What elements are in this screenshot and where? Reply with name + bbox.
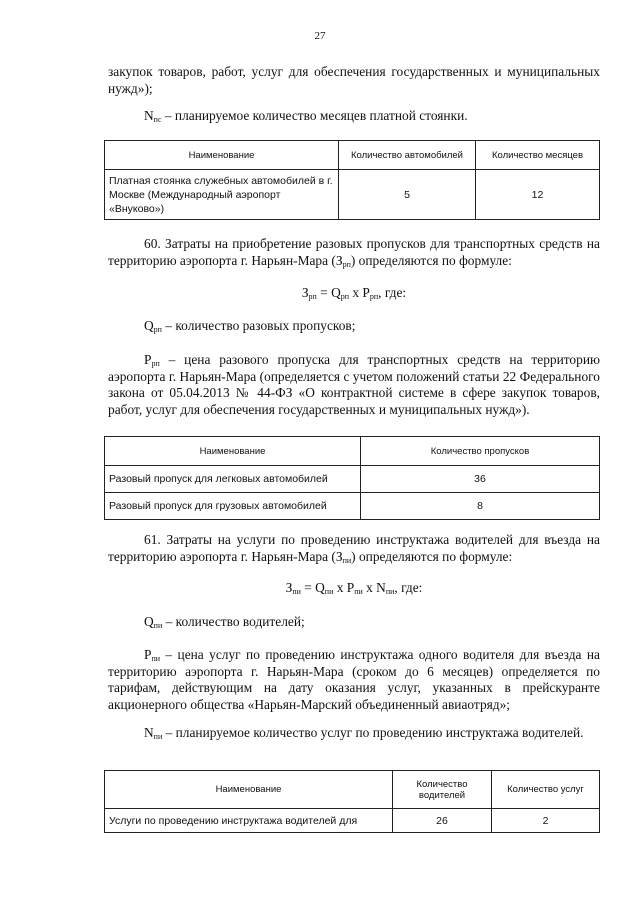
table-header-row — [105, 771, 600, 809]
column-header: Количество пропусков — [361, 437, 600, 466]
definition-prp: $P_{рп}$ – цена разового пропуска для транспортных средств на территорию аэропорта г. Нарьян-Мара (определяется с учетом положений статьи 22 Федерального закона от 05.04.2013 № 44-ФЗ «О контрактной системе в сфере закупок товаров, работ, услуг для обеспечения государственных и муниципальных нужд»). — [108, 352, 600, 417]
formula-2: $З_{пи} = Q_{пи}$ x $P_{пи}$ x $N_{пи}$, где: — [285, 580, 423, 596]
column-header: Количество услуг — [492, 771, 600, 809]
table-cell: 12 — [476, 170, 600, 220]
table-row — [105, 466, 600, 493]
table-cell: 26 — [393, 809, 492, 833]
column-header: Количество водителей — [393, 771, 492, 809]
column-header: Наименование — [105, 437, 361, 466]
column-header: Наименование — [105, 771, 393, 809]
briefing-table — [104, 770, 600, 833]
column-header: Наименование — [105, 141, 339, 170]
table-row — [105, 809, 600, 833]
table-cell: Платная стоянка служебных автомобилей в г. Москве (Международный аэропорт «Внуково») — [105, 170, 339, 220]
definition-nps: $N_{пс}$ – планируемое количество месяцев платной стоянки. — [144, 108, 468, 124]
paragraph-continuation: закупок товаров, работ, услуг для обеспечения государственных и муниципальных нужд»); — [108, 64, 600, 96]
paragraph-61: 61. Затраты на услуги по проведению инструктажа водителей для въезда на территорию аэропорта г. Нарьян-Мара $(З_{пи})$ определяются по формуле: — [108, 532, 600, 565]
table-cell: Разовый пропуск для легковых автомобилей — [105, 466, 361, 493]
table-cell: 2 — [492, 809, 600, 833]
table-cell: Услуги по проведению инструктажа водителей для — [105, 809, 393, 833]
table-row — [105, 493, 600, 520]
passes-table — [104, 436, 600, 520]
paragraph-60: 60. Затраты на приобретение разовых пропусков для транспортных средств на территорию аэропорта г. Нарьян-Мара $(З_{рп})$ определяются по формуле: — [108, 236, 600, 269]
table-cell: 36 — [361, 466, 600, 493]
parking-table — [104, 140, 600, 220]
definition-qpi: $Q_{пи}$ – количество водителей; — [144, 614, 305, 630]
column-header: Количество месяцев — [476, 141, 600, 170]
table-cell: Разовый пропуск для грузовых автомобилей — [105, 493, 361, 520]
table-header-row — [105, 437, 600, 466]
table-cell: 8 — [361, 493, 600, 520]
table-cell: 5 — [339, 170, 476, 220]
page-number: 27 — [314, 30, 326, 42]
column-header: Количество автомобилей — [339, 141, 476, 170]
table-header-row — [105, 141, 600, 170]
definition-qrp: $Q_{рп}$ – количество разовых пропусков; — [144, 318, 356, 334]
table-row — [105, 170, 600, 220]
definition-ppi: $P_{пи}$ – цена услуг по проведению инструктажа одного водителя для въезда на территорию аэропорта г. Нарьян-Мара (сроком до 6 месяцев) определяется по тарифам, действующим на дату оказания услуг, указанных в прейскуранте акционерного общества «Нарьян-Марский объединенный авиаотряд»; — [108, 647, 600, 712]
formula-1: $З_{рп} = Q_{рп}$ x $P_{рп}$, где: — [301, 285, 407, 301]
definition-npi: $N_{пи}$ – планируемое количество услуг по проведению инструктажа водителей. — [144, 725, 584, 741]
